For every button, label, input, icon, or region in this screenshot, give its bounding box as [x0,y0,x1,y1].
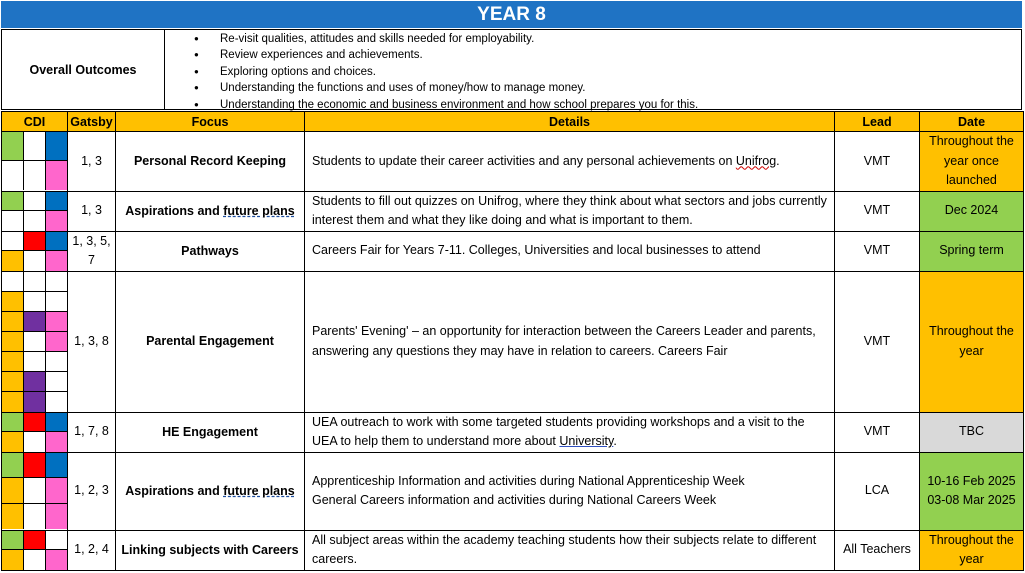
focus-cell: HE Engagement [116,412,305,452]
header-gatsby: Gatsby [68,112,116,132]
details-cell: All subject areas within the academy teaching students how their subjects relate to different careers. [305,530,835,570]
overall-outcomes-box [1,29,1022,110]
lead-cell: VMT [835,412,920,452]
cdi-grid-cell [2,231,68,271]
table-row [2,231,1024,271]
cdi-square [2,453,24,479]
cdi-square [2,352,24,372]
cdi-square [24,413,46,433]
table-row [2,452,1024,530]
cdi-square [2,192,24,212]
table-row [2,132,1024,192]
cdi-square [24,332,46,352]
date-cell [920,452,1024,530]
table-header-row [2,112,1024,132]
table-row [2,191,1024,231]
cdi-square [46,504,67,530]
cdi-square [46,432,67,452]
outcome-item: ● Review experiences and achievements. [194,47,698,63]
header-cdi: CDI [2,112,68,132]
cdi-square [46,132,67,161]
cdi-grid-cell [2,271,68,412]
gatsby-cell: 1, 2, 4 [68,530,116,570]
focus-cell: Pathways [116,231,305,271]
cdi-square [46,292,67,312]
cdi-square [46,550,67,570]
cdi-grid [2,192,67,231]
cdi-grid-cell [2,412,68,452]
cdi-square [24,312,46,332]
cdi-grid [2,132,67,190]
cdi-square [24,550,46,570]
cdi-square [24,352,46,372]
focus-cell: Personal Record Keeping [116,132,305,192]
page-title: YEAR 8 [1,1,1022,28]
date-cell: Dec 2024 [920,191,1024,231]
cdi-square [46,372,67,392]
cdi-square [2,372,24,392]
cdi-grid [2,453,67,530]
lead-cell: VMT [835,271,920,412]
cdi-square [24,478,46,504]
cdi-grid [2,531,67,570]
details-cell: Parents' Evening' – an opportunity for interaction between the Careers Leader and parents, answering any questions they may have in relation to careers. Careers Fair [305,271,835,412]
gatsby-cell: 1, 3, 5, 7 [68,231,116,271]
cdi-square [2,132,24,161]
cdi-square [24,192,46,212]
cdi-square [46,312,67,332]
table-row [2,412,1024,452]
cdi-square [24,132,46,161]
cdi-square [24,372,46,392]
lead-cell: All Teachers [835,530,920,570]
cdi-square [24,292,46,312]
cdi-square [2,251,24,271]
details-cell: UEA outreach to work with some targeted students providing workshops and a visit to the UEA to help them to understand more about University. [305,412,835,452]
table-row [2,530,1024,570]
header-details: Details [305,112,835,132]
details-cell: Students to fill out quizzes on Unifrog, where they think about what sectors and jobs currently interest them and what they like doing and what is important to them. [305,191,835,231]
focus-cell: Aspirations and future plans [116,452,305,530]
gatsby-cell: 1, 3 [68,132,116,192]
cdi-square [2,432,24,452]
cdi-square [24,211,46,231]
date-cell: TBC [920,412,1024,452]
date-cell: Throughout the year [920,530,1024,570]
cdi-square [24,432,46,452]
cdi-square [2,550,24,570]
cdi-square [2,272,24,292]
cdi-grid [2,232,67,271]
details-cell [305,452,835,530]
header-date: Date [920,112,1024,132]
cdi-square [46,531,67,551]
focus-cell: Linking subjects with Careers [116,530,305,570]
cdi-grid-cell [2,452,68,530]
cdi-square [46,478,67,504]
outcome-item: ● Understanding the economic and business environment and how school prepares you for this. [194,97,698,113]
gatsby-cell: 1, 3, 8 [68,271,116,412]
cdi-square [2,292,24,312]
cdi-square [24,272,46,292]
cdi-square [46,352,67,372]
cdi-square [2,531,24,551]
date-line: 03-08 Mar 2025 [927,493,1016,507]
cdi-square [46,211,67,231]
cdi-square [46,272,67,292]
date-cell: Spring term [920,231,1024,271]
cdi-square [24,161,46,190]
cdi-square [46,453,67,479]
cdi-grid [2,272,67,412]
lead-cell: VMT [835,231,920,271]
gatsby-cell: 1, 3 [68,191,116,231]
overall-outcomes-label: Overall Outcomes [2,30,165,109]
header-lead: Lead [835,112,920,132]
careers-plan-table [1,111,1024,571]
outcome-item: ● Understanding the functions and uses of money/how to manage money. [194,80,698,96]
cdi-square [2,504,24,530]
cdi-square [2,232,24,252]
cdi-square [24,232,46,252]
cdi-square [2,161,24,190]
date-cell: Throughout the year [920,271,1024,412]
table-row [2,271,1024,412]
details-line: Apprenticeship Information and activities during National Apprenticeship Week [312,473,745,488]
date-cell: Throughout the year once launched [920,132,1024,192]
cdi-square [24,531,46,551]
cdi-square [24,453,46,479]
lead-cell: LCA [835,452,920,530]
outcome-item: ● Exploring options and choices. [194,64,698,80]
gatsby-cell: 1, 7, 8 [68,412,116,452]
cdi-square [24,504,46,530]
cdi-grid [2,413,67,452]
cdi-square [2,392,24,412]
details-line: General Careers information and activities during National Careers Week [312,493,717,507]
date-line: 10-16 Feb 2025 [927,473,1016,488]
focus-cell: Aspirations and future plans [116,191,305,231]
details-cell: Students to update their career activities and any personal achievements on Unifrog. [305,132,835,192]
cdi-square [2,312,24,332]
cdi-square [46,232,67,252]
cdi-square [24,251,46,271]
focus-cell: Parental Engagement [116,271,305,412]
cdi-square [46,161,67,190]
cdi-square [46,413,67,433]
cdi-square [2,211,24,231]
cdi-square [24,392,46,412]
details-cell: Careers Fair for Years 7-11. Colleges, Universities and local businesses to attend [305,231,835,271]
cdi-square [46,392,67,412]
cdi-grid-cell [2,132,68,192]
outcome-item: ● Re-visit qualities, attitudes and skills needed for employability. [194,31,698,47]
cdi-square [46,251,67,271]
cdi-square [2,332,24,352]
cdi-square [2,478,24,504]
cdi-square [46,192,67,212]
lead-cell: VMT [835,191,920,231]
cdi-grid-cell [2,191,68,231]
header-focus: Focus [116,112,305,132]
gatsby-cell: 1, 2, 3 [68,452,116,530]
outcomes-list [194,31,698,113]
cdi-grid-cell [2,530,68,570]
lead-cell: VMT [835,132,920,192]
cdi-square [2,413,24,433]
cdi-square [46,332,67,352]
